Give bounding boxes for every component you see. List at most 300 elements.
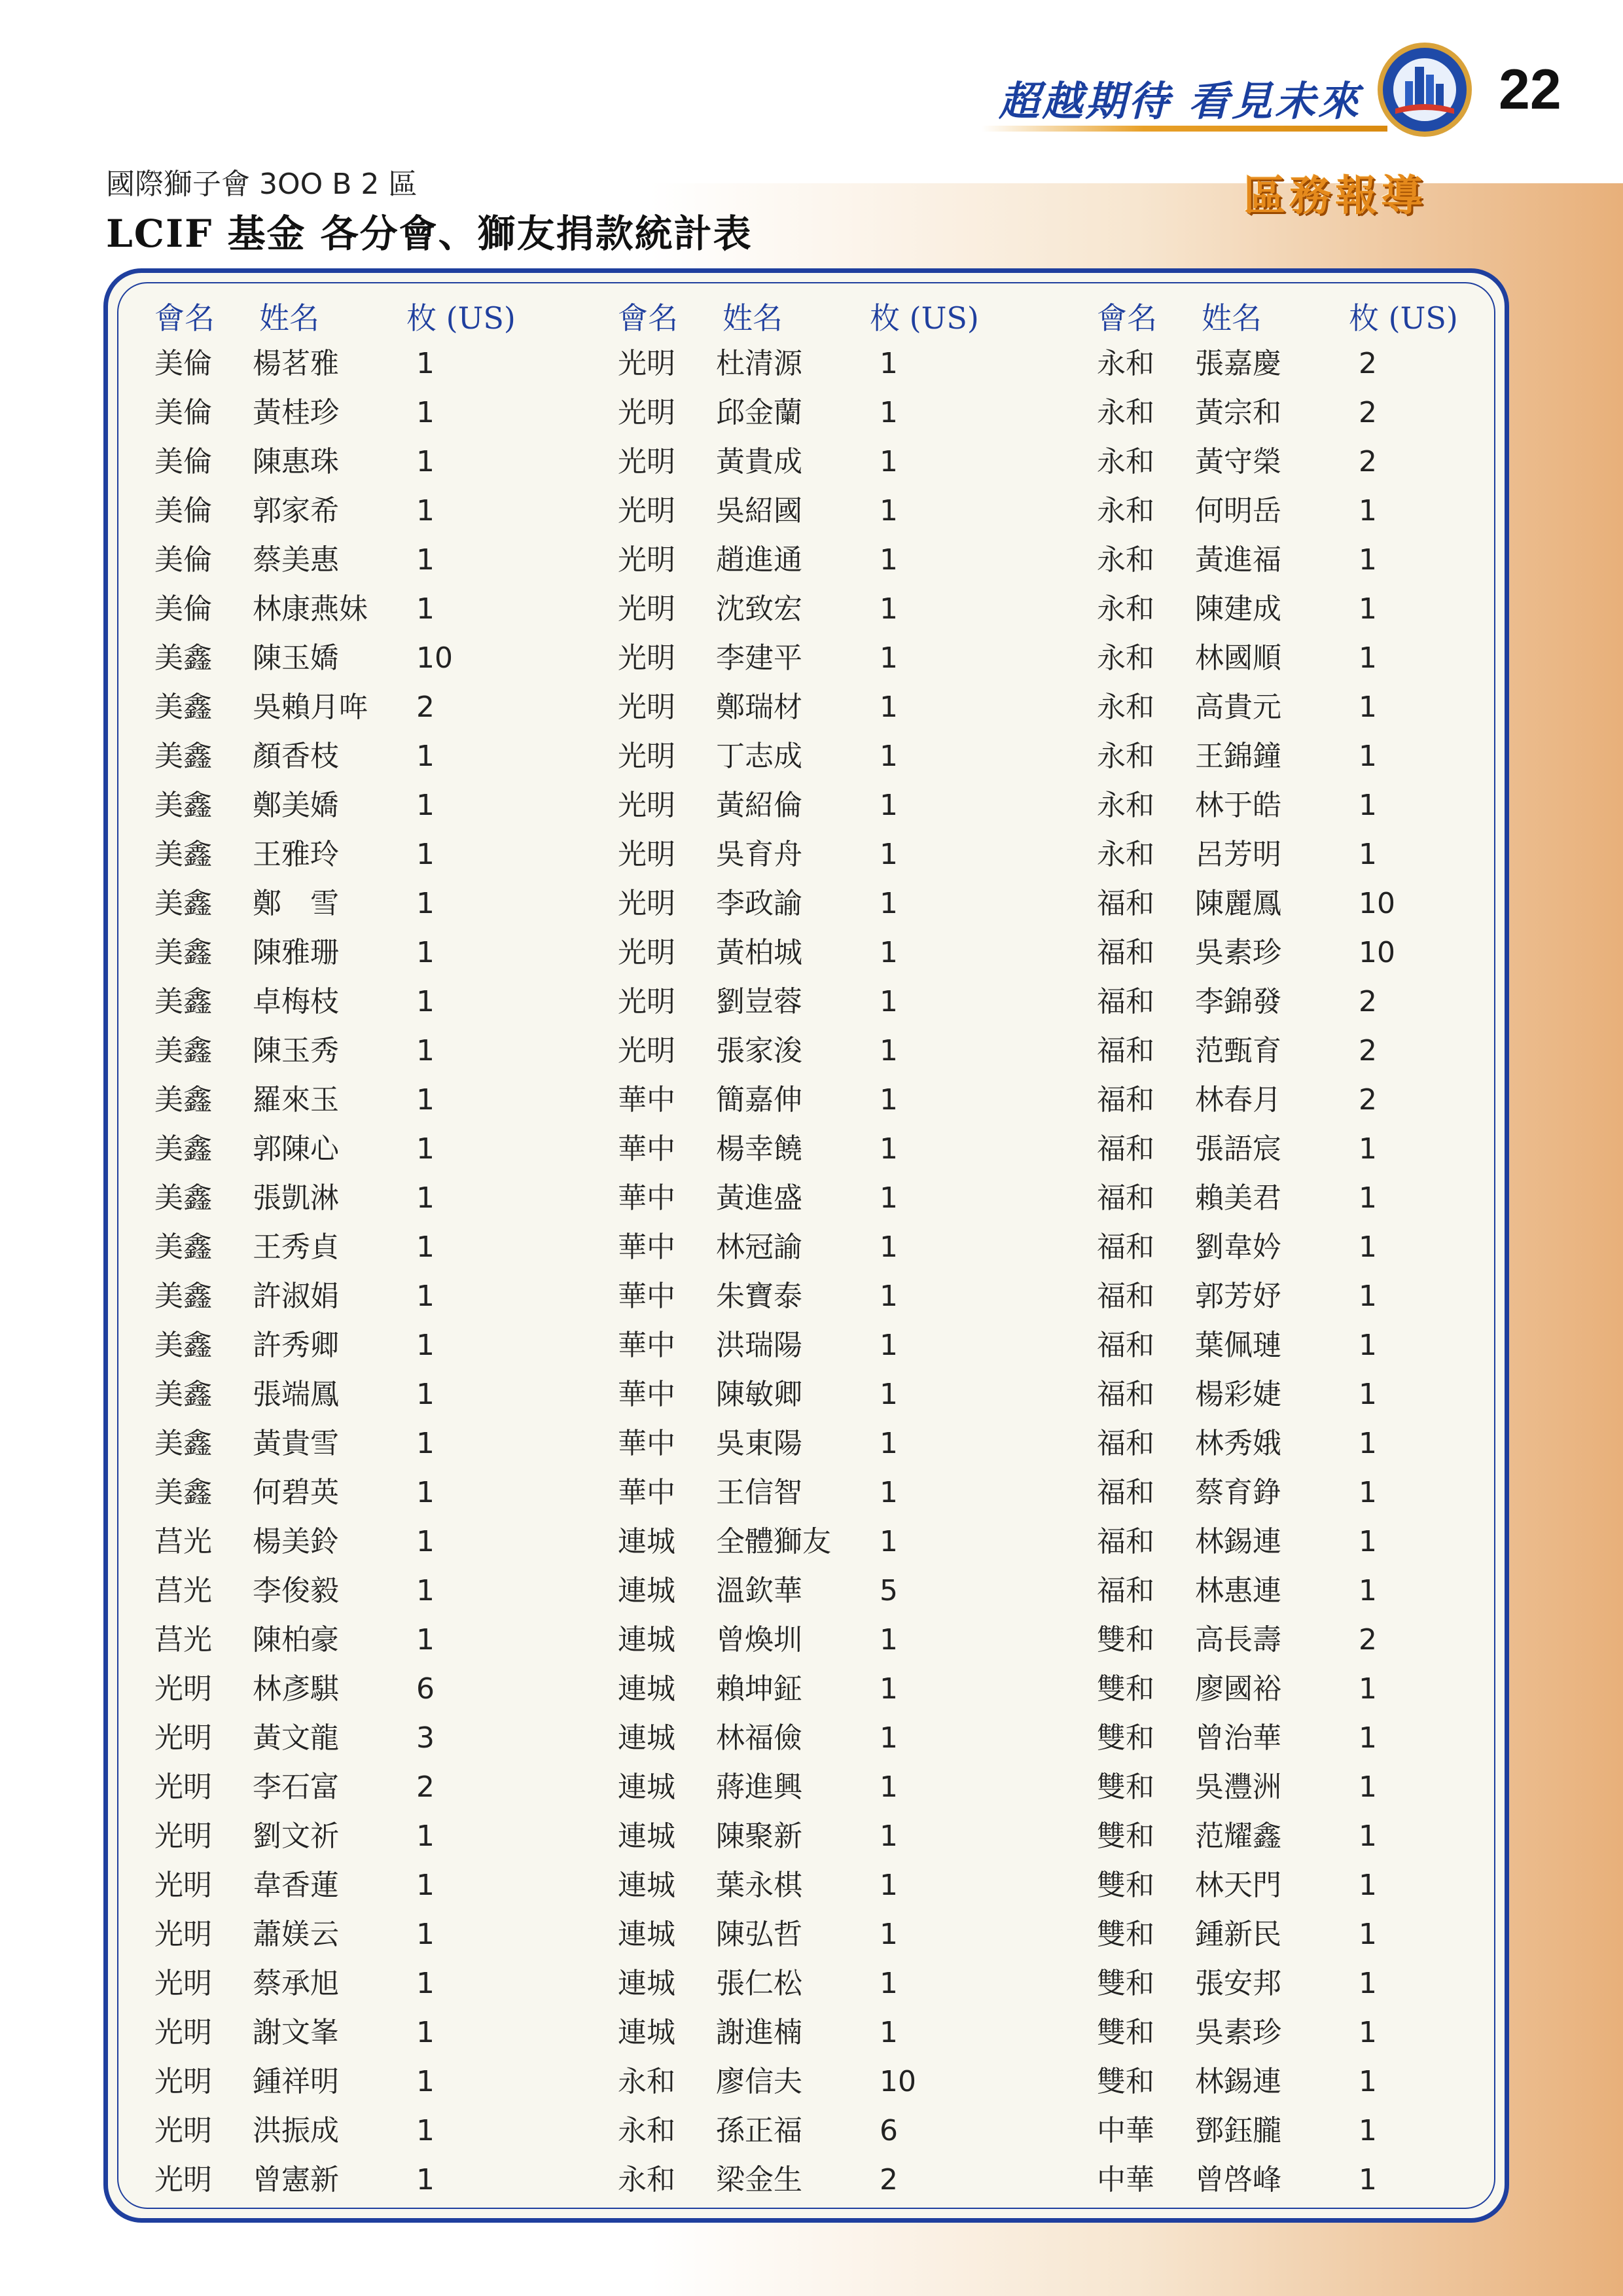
club-cell: 永和 xyxy=(1097,445,1154,478)
slogan: 超越期待 看見未來 xyxy=(999,77,1361,125)
name-cell: 張端鳳 xyxy=(253,1378,339,1411)
club-cell: 連城 xyxy=(618,1525,675,1558)
header-club: 會名 xyxy=(154,300,215,336)
club-cell: 福和 xyxy=(1097,1034,1154,1067)
club-cell: 永和 xyxy=(1097,543,1154,577)
amount-cell: 2 xyxy=(1359,985,1377,1018)
header-name: 姓名 xyxy=(259,300,319,336)
club-cell: 美鑫 xyxy=(154,1181,212,1215)
name-cell: 吳東陽 xyxy=(716,1427,802,1460)
club-cell: 華中 xyxy=(618,1280,675,1313)
amount-cell: 6 xyxy=(880,2114,898,2147)
name-cell: 范耀鑫 xyxy=(1195,1820,1281,1853)
amount-cell: 1 xyxy=(416,2163,435,2197)
name-cell: 鍾新民 xyxy=(1195,1918,1281,1951)
amount-cell: 1 xyxy=(416,1476,435,1509)
name-cell: 林彥騏 xyxy=(253,1672,339,1706)
club-cell: 福和 xyxy=(1097,985,1154,1018)
name-cell: 李政諭 xyxy=(716,887,802,920)
amount-cell: 1 xyxy=(880,494,898,528)
club-cell: 光明 xyxy=(154,2065,212,2098)
amount-cell: 1 xyxy=(416,1280,435,1313)
amount-cell: 1 xyxy=(416,1574,435,1607)
name-cell: 林福儉 xyxy=(716,1721,802,1755)
name-cell: 曾治華 xyxy=(1195,1721,1281,1755)
amount-cell: 1 xyxy=(1359,1378,1377,1411)
name-cell: 郭芳妤 xyxy=(1195,1280,1281,1313)
club-cell: 連城 xyxy=(618,1672,675,1706)
name-cell: 林于皓 xyxy=(1195,789,1281,822)
club-cell: 中華 xyxy=(1097,2163,1154,2197)
club-cell: 雙和 xyxy=(1097,1869,1154,1902)
name-cell: 黃守榮 xyxy=(1195,445,1281,478)
club-cell: 光明 xyxy=(154,1770,212,1804)
club-cell: 永和 xyxy=(1097,691,1154,724)
club-cell: 美鑫 xyxy=(154,1378,212,1411)
club-cell: 美鑫 xyxy=(154,691,212,724)
name-cell: 楊彩婕 xyxy=(1195,1378,1281,1411)
club-cell: 福和 xyxy=(1097,1476,1154,1509)
name-cell: 范甄育 xyxy=(1195,1034,1281,1067)
amount-cell: 1 xyxy=(880,1083,898,1117)
amount-cell: 1 xyxy=(416,740,435,773)
club-cell: 光明 xyxy=(618,838,675,871)
club-cell: 光明 xyxy=(618,789,675,822)
header-name: 姓名 xyxy=(1202,300,1262,336)
name-cell: 陳敏卿 xyxy=(716,1378,802,1411)
club-cell: 光明 xyxy=(618,936,675,969)
page-title: LCIF 基金 各分會、獅友捐款統計表 xyxy=(106,211,753,256)
amount-cell: 1 xyxy=(880,1230,898,1264)
club-cell: 永和 xyxy=(1097,789,1154,822)
club-cell: 永和 xyxy=(1097,347,1154,380)
club-cell: 雙和 xyxy=(1097,2016,1154,2049)
club-cell: 光明 xyxy=(154,1820,212,1853)
amount-cell: 1 xyxy=(1359,740,1377,773)
amount-cell: 1 xyxy=(416,1623,435,1657)
name-cell: 張嘉慶 xyxy=(1195,347,1281,380)
club-cell: 福和 xyxy=(1097,1378,1154,1411)
club-cell: 美鑫 xyxy=(154,1230,212,1264)
name-cell: 何碧英 xyxy=(253,1476,339,1509)
name-cell: 劉文祈 xyxy=(253,1820,339,1853)
amount-cell: 1 xyxy=(880,1623,898,1657)
club-cell: 華中 xyxy=(618,1230,675,1264)
amount-cell: 1 xyxy=(416,887,435,920)
name-cell: 黃進盛 xyxy=(716,1181,802,1215)
amount-cell: 1 xyxy=(1359,1574,1377,1607)
amount-cell: 1 xyxy=(416,445,435,478)
amount-cell: 1 xyxy=(1359,1476,1377,1509)
amount-cell: 1 xyxy=(1359,543,1377,577)
header-name: 姓名 xyxy=(722,300,783,336)
amount-cell: 2 xyxy=(1359,1034,1377,1067)
amount-cell: 10 xyxy=(416,641,453,675)
section-tag: 區務報導 xyxy=(1243,171,1427,221)
name-cell: 吳素珍 xyxy=(1195,2016,1281,2049)
name-cell: 林國順 xyxy=(1195,641,1281,675)
amount-cell: 1 xyxy=(880,396,898,429)
club-cell: 美倫 xyxy=(154,396,212,429)
name-cell: 丁志成 xyxy=(716,740,802,773)
name-cell: 王秀貞 xyxy=(253,1230,339,1264)
club-cell: 光明 xyxy=(618,985,675,1018)
name-cell: 李石富 xyxy=(253,1770,339,1804)
name-cell: 林錫連 xyxy=(1195,1525,1281,1558)
amount-cell: 3 xyxy=(416,1721,435,1755)
club-cell: 雙和 xyxy=(1097,1770,1154,1804)
name-cell: 鄭瑞材 xyxy=(716,691,802,724)
amount-cell: 1 xyxy=(1359,1181,1377,1215)
club-cell: 雙和 xyxy=(1097,1967,1154,2000)
club-cell: 美鑫 xyxy=(154,1083,212,1117)
name-cell: 朱寶泰 xyxy=(716,1280,802,1313)
club-cell: 美倫 xyxy=(154,592,212,626)
amount-cell: 2 xyxy=(1359,347,1377,380)
club-cell: 永和 xyxy=(618,2114,675,2147)
club-cell: 福和 xyxy=(1097,1329,1154,1362)
name-cell: 鍾祥明 xyxy=(253,2065,339,2098)
club-cell: 光明 xyxy=(618,691,675,724)
name-cell: 卓梅枝 xyxy=(253,985,339,1018)
amount-cell: 1 xyxy=(1359,1918,1377,1951)
name-cell: 張仁松 xyxy=(716,1967,802,2000)
amount-cell: 2 xyxy=(1359,396,1377,429)
club-cell: 連城 xyxy=(618,1623,675,1657)
name-cell: 杜清源 xyxy=(716,347,802,380)
name-cell: 吳賴月哖 xyxy=(253,691,368,724)
name-cell: 邱金蘭 xyxy=(716,396,802,429)
amount-cell: 1 xyxy=(416,396,435,429)
amount-cell: 1 xyxy=(1359,1770,1377,1804)
name-cell: 蔣進興 xyxy=(716,1770,802,1804)
club-cell: 美鑫 xyxy=(154,641,212,675)
amount-cell: 1 xyxy=(1359,1525,1377,1558)
name-cell: 吳育舟 xyxy=(716,838,802,871)
club-cell: 美鑫 xyxy=(154,740,212,773)
amount-cell: 1 xyxy=(880,1869,898,1902)
amount-cell: 1 xyxy=(1359,1329,1377,1362)
name-cell: 吳素珍 xyxy=(1195,936,1281,969)
name-cell: 黃柏城 xyxy=(716,936,802,969)
club-cell: 永和 xyxy=(1097,592,1154,626)
amount-cell: 1 xyxy=(416,1869,435,1902)
amount-cell: 1 xyxy=(1359,1820,1377,1853)
club-cell: 美倫 xyxy=(154,543,212,577)
lions-club-seal-icon xyxy=(1376,41,1474,139)
club-cell: 美鑫 xyxy=(154,1427,212,1460)
amount-cell: 2 xyxy=(416,1770,435,1804)
amount-cell: 1 xyxy=(416,985,435,1018)
amount-cell: 1 xyxy=(880,1770,898,1804)
amount-cell: 1 xyxy=(1359,2163,1377,2197)
name-cell: 郭陳心 xyxy=(253,1132,339,1166)
page-number: 22 xyxy=(1499,58,1561,121)
club-cell: 光明 xyxy=(154,1918,212,1951)
name-cell: 陳建成 xyxy=(1195,592,1281,626)
club-cell: 雙和 xyxy=(1097,1721,1154,1755)
name-cell: 劉韋妗 xyxy=(1195,1230,1281,1264)
name-cell: 李錦發 xyxy=(1195,985,1281,1018)
amount-cell: 2 xyxy=(1359,445,1377,478)
name-cell: 林天門 xyxy=(1195,1869,1281,1902)
name-cell: 高長壽 xyxy=(1195,1623,1281,1657)
name-cell: 李俊毅 xyxy=(253,1574,339,1607)
name-cell: 許淑娟 xyxy=(253,1280,339,1313)
name-cell: 韋香蓮 xyxy=(253,1869,339,1902)
name-cell: 李建平 xyxy=(716,641,802,675)
amount-cell: 10 xyxy=(1359,887,1395,920)
amount-cell: 1 xyxy=(880,592,898,626)
amount-cell: 1 xyxy=(1359,592,1377,626)
club-cell: 美鑫 xyxy=(154,789,212,822)
amount-cell: 1 xyxy=(880,1378,898,1411)
amount-cell: 1 xyxy=(880,1280,898,1313)
name-cell: 蕭媄云 xyxy=(253,1918,339,1951)
header-amount: 枚 (US) xyxy=(1349,300,1458,336)
amount-cell: 1 xyxy=(416,1967,435,2000)
club-cell: 福和 xyxy=(1097,1427,1154,1460)
club-cell: 永和 xyxy=(1097,641,1154,675)
name-cell: 楊美鈴 xyxy=(253,1525,339,1558)
club-cell: 連城 xyxy=(618,1869,675,1902)
amount-cell: 1 xyxy=(880,1034,898,1067)
name-cell: 曾啓峰 xyxy=(1195,2163,1281,2197)
amount-cell: 1 xyxy=(416,1525,435,1558)
name-cell: 梁金生 xyxy=(716,2163,802,2197)
header-club: 會名 xyxy=(1097,300,1157,336)
name-cell: 陳玉秀 xyxy=(253,1034,339,1067)
amount-cell: 1 xyxy=(880,445,898,478)
name-cell: 謝文峯 xyxy=(253,2016,339,2049)
name-cell: 葉佩璉 xyxy=(1195,1329,1281,1362)
amount-cell: 1 xyxy=(880,347,898,380)
amount-cell: 1 xyxy=(416,1918,435,1951)
name-cell: 高貴元 xyxy=(1195,691,1281,724)
name-cell: 陳雅珊 xyxy=(253,936,339,969)
amount-cell: 1 xyxy=(416,1820,435,1853)
name-cell: 陳麗鳳 xyxy=(1195,887,1281,920)
amount-cell: 1 xyxy=(416,936,435,969)
amount-cell: 1 xyxy=(880,838,898,871)
name-cell: 黃進福 xyxy=(1195,543,1281,577)
amount-cell: 1 xyxy=(416,1181,435,1215)
club-cell: 永和 xyxy=(618,2163,675,2197)
amount-cell: 1 xyxy=(880,1918,898,1951)
amount-cell: 1 xyxy=(416,1329,435,1362)
club-cell: 美倫 xyxy=(154,494,212,528)
name-cell: 黃貴雪 xyxy=(253,1427,339,1460)
name-cell: 呂芳明 xyxy=(1195,838,1281,871)
club-cell: 美鑫 xyxy=(154,985,212,1018)
club-cell: 連城 xyxy=(618,2016,675,2049)
header-amount: 枚 (US) xyxy=(406,300,516,336)
name-cell: 曾憲新 xyxy=(253,2163,339,2197)
club-cell: 光明 xyxy=(618,494,675,528)
club-cell: 連城 xyxy=(618,1820,675,1853)
amount-cell: 1 xyxy=(880,789,898,822)
club-cell: 美鑫 xyxy=(154,887,212,920)
club-cell: 光明 xyxy=(154,1721,212,1755)
club-cell: 美鑫 xyxy=(154,838,212,871)
amount-cell: 5 xyxy=(880,1574,898,1607)
name-cell: 林錫連 xyxy=(1195,2065,1281,2098)
amount-cell: 1 xyxy=(880,1820,898,1853)
amount-cell: 1 xyxy=(416,1034,435,1067)
amount-cell: 1 xyxy=(880,1967,898,2000)
club-cell: 光明 xyxy=(618,1034,675,1067)
club-cell: 福和 xyxy=(1097,1132,1154,1166)
amount-cell: 1 xyxy=(880,1721,898,1755)
amount-cell: 1 xyxy=(416,1378,435,1411)
club-cell: 華中 xyxy=(618,1329,675,1362)
amount-cell: 1 xyxy=(1359,494,1377,528)
club-cell: 美倫 xyxy=(154,347,212,380)
club-cell: 永和 xyxy=(1097,494,1154,528)
name-cell: 吳紹國 xyxy=(716,494,802,528)
name-cell: 林秀娥 xyxy=(1195,1427,1281,1460)
name-cell: 廖信夫 xyxy=(716,2065,802,2098)
amount-cell: 1 xyxy=(416,1427,435,1460)
amount-cell: 2 xyxy=(1359,1083,1377,1117)
club-cell: 莒光 xyxy=(154,1623,212,1657)
name-cell: 王錦鐘 xyxy=(1195,740,1281,773)
name-cell: 王信智 xyxy=(716,1476,802,1509)
club-cell: 福和 xyxy=(1097,1181,1154,1215)
club-cell: 光明 xyxy=(154,2163,212,2197)
amount-cell: 1 xyxy=(880,1476,898,1509)
name-cell: 楊幸饒 xyxy=(716,1132,802,1166)
amount-cell: 1 xyxy=(880,1672,898,1706)
name-cell: 洪瑞陽 xyxy=(716,1329,802,1362)
club-cell: 美鑫 xyxy=(154,1132,212,1166)
club-cell: 光明 xyxy=(154,1967,212,2000)
name-cell: 賴坤鉦 xyxy=(716,1672,802,1706)
name-cell: 羅來玉 xyxy=(253,1083,339,1117)
club-cell: 福和 xyxy=(1097,1083,1154,1117)
club-cell: 連城 xyxy=(618,1967,675,2000)
club-cell: 光明 xyxy=(154,2016,212,2049)
amount-cell: 1 xyxy=(1359,838,1377,871)
club-cell: 光明 xyxy=(154,1869,212,1902)
name-cell: 黃桂珍 xyxy=(253,396,339,429)
club-cell: 莒光 xyxy=(154,1574,212,1607)
club-cell: 華中 xyxy=(618,1378,675,1411)
amount-cell: 1 xyxy=(880,1181,898,1215)
club-cell: 福和 xyxy=(1097,1230,1154,1264)
name-cell: 陳玉嬌 xyxy=(253,641,339,675)
name-cell: 洪振成 xyxy=(253,2114,339,2147)
name-cell: 陳惠珠 xyxy=(253,445,339,478)
name-cell: 楊茗雅 xyxy=(253,347,339,380)
name-cell: 謝進楠 xyxy=(716,2016,802,2049)
amount-cell: 1 xyxy=(1359,641,1377,675)
amount-cell: 1 xyxy=(880,1427,898,1460)
club-cell: 雙和 xyxy=(1097,1918,1154,1951)
club-cell: 雙和 xyxy=(1097,2065,1154,2098)
club-cell: 永和 xyxy=(618,2065,675,2098)
name-cell: 劉豈蓉 xyxy=(716,985,802,1018)
amount-cell: 1 xyxy=(880,1329,898,1362)
amount-cell: 1 xyxy=(1359,2016,1377,2049)
amount-cell: 1 xyxy=(416,2065,435,2098)
name-cell: 廖國裕 xyxy=(1195,1672,1281,1706)
club-cell: 光明 xyxy=(618,641,675,675)
name-cell: 張語宸 xyxy=(1195,1132,1281,1166)
name-cell: 鄧鈺朧 xyxy=(1195,2114,1281,2147)
club-cell: 美倫 xyxy=(154,445,212,478)
amount-cell: 1 xyxy=(1359,1672,1377,1706)
amount-cell: 1 xyxy=(416,1230,435,1264)
club-cell: 連城 xyxy=(618,1770,675,1804)
name-cell: 鄭美嬌 xyxy=(253,789,339,822)
amount-cell: 1 xyxy=(880,543,898,577)
name-cell: 陳弘哲 xyxy=(716,1918,802,1951)
amount-cell: 1 xyxy=(1359,1869,1377,1902)
name-cell: 吳灃洲 xyxy=(1195,1770,1281,1804)
name-cell: 郭家希 xyxy=(253,494,339,528)
club-cell: 雙和 xyxy=(1097,1623,1154,1657)
name-cell: 林春月 xyxy=(1195,1083,1281,1117)
amount-cell: 10 xyxy=(1359,936,1395,969)
amount-cell: 1 xyxy=(1359,2065,1377,2098)
amount-cell: 1 xyxy=(1359,1132,1377,1166)
name-cell: 黃貴成 xyxy=(716,445,802,478)
club-cell: 光明 xyxy=(618,347,675,380)
club-cell: 福和 xyxy=(1097,1525,1154,1558)
district-label: 國際獅子會 3OO B 2 區 xyxy=(106,168,418,201)
amount-cell: 1 xyxy=(416,1083,435,1117)
club-cell: 連城 xyxy=(618,1918,675,1951)
amount-cell: 1 xyxy=(880,1132,898,1166)
club-cell: 光明 xyxy=(618,740,675,773)
amount-cell: 1 xyxy=(416,494,435,528)
name-cell: 顏香枝 xyxy=(253,740,339,773)
name-cell: 黃宗和 xyxy=(1195,396,1281,429)
club-cell: 光明 xyxy=(154,1672,212,1706)
name-cell: 孫正福 xyxy=(716,2114,802,2147)
amount-cell: 1 xyxy=(880,740,898,773)
club-cell: 美鑫 xyxy=(154,1476,212,1509)
club-cell: 雙和 xyxy=(1097,1820,1154,1853)
name-cell: 簡嘉伸 xyxy=(716,1083,802,1117)
club-cell: 福和 xyxy=(1097,936,1154,969)
amount-cell: 6 xyxy=(416,1672,435,1706)
club-cell: 美鑫 xyxy=(154,936,212,969)
club-cell: 光明 xyxy=(618,887,675,920)
name-cell: 黃文龍 xyxy=(253,1721,339,1755)
amount-cell: 1 xyxy=(880,936,898,969)
amount-cell: 1 xyxy=(416,789,435,822)
amount-cell: 1 xyxy=(880,887,898,920)
amount-cell: 2 xyxy=(1359,1623,1377,1657)
name-cell: 何明岳 xyxy=(1195,494,1281,528)
name-cell: 張安邦 xyxy=(1195,1967,1281,2000)
amount-cell: 2 xyxy=(416,691,435,724)
club-cell: 光明 xyxy=(618,543,675,577)
name-cell: 許秀卿 xyxy=(253,1329,339,1362)
name-cell: 陳柏豪 xyxy=(253,1623,339,1657)
name-cell: 鄭 雪 xyxy=(253,887,339,920)
slogan-underline xyxy=(982,126,1387,132)
amount-cell: 1 xyxy=(416,2016,435,2049)
name-cell: 沈致宏 xyxy=(716,592,802,626)
name-cell: 林康燕妹 xyxy=(253,592,368,626)
name-cell: 趙進通 xyxy=(716,543,802,577)
amount-cell: 1 xyxy=(1359,1967,1377,2000)
amount-cell: 1 xyxy=(416,592,435,626)
amount-cell: 1 xyxy=(416,838,435,871)
